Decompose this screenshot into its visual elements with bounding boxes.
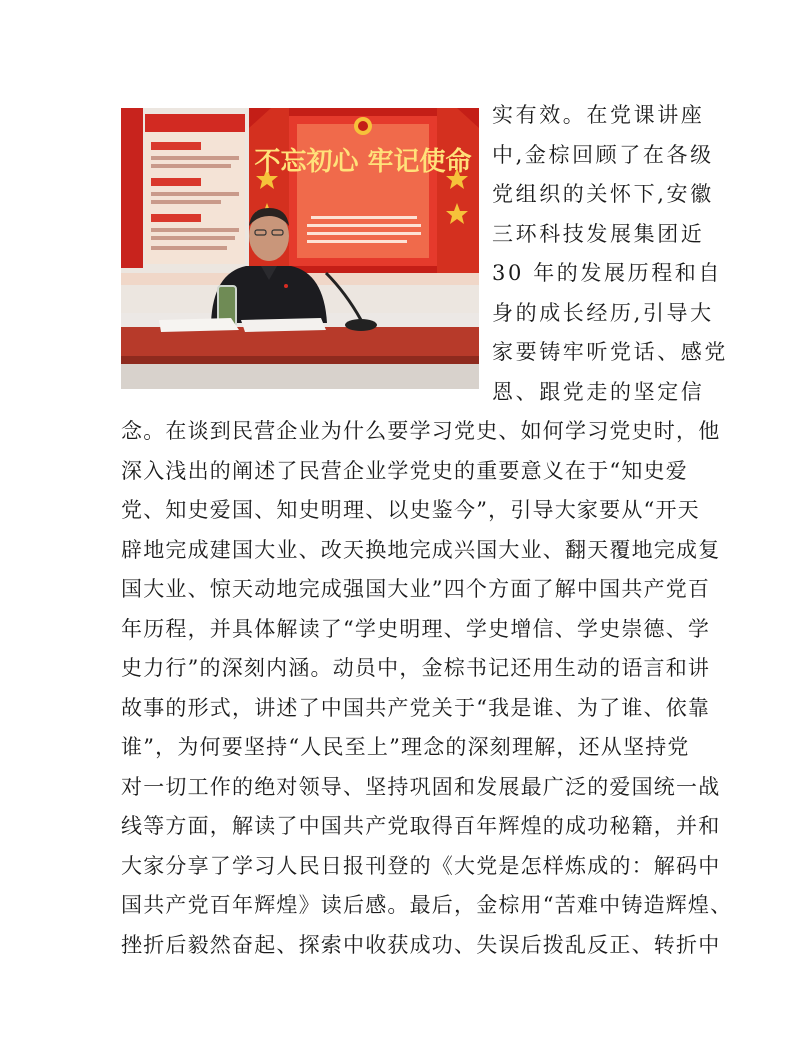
text-line: 年历程，并具体解读了“学史明理、学史增信、学史崇德、学 [121,617,711,641]
text-line: 辟地完成建国大业、改天换地完成兴国大业、翻天覆地完成复 [121,538,721,562]
text-line: 中,金棕回顾了在各级 [492,143,714,167]
lecture-photo [121,108,479,389]
text-line: 实有效。在党课讲座 [492,103,705,127]
banner-text: 不忘初心 牢记使命 [254,147,472,177]
text-line: 30 年的发展历程和自 [492,261,722,285]
text-line: 国共产党百年辉煌》读后感。最后，金棕用“苦难中铸造辉煌、 [121,893,733,917]
text-line: 大家分享了学习人民日报刊登的《大党是怎样炼成的：解码中 [121,854,721,878]
text-line: 深入浅出的阐述了民营企业学党史的重要意义在于“知史爱 [121,459,688,483]
text-line: 身的成长经历,引导大 [492,301,714,325]
text-line: 故事的形式，讲述了中国共产党关于“我是谁、为了谁、依靠 [121,696,711,720]
text-line: 对一切工作的绝对领导、坚持巩固和发展最广泛的爱国统一战 [121,775,721,799]
text-line: 挫折后毅然奋起、探索中收获成功、失误后拨乱反正、转折中 [121,933,721,957]
text-line: 党、知史爱国、知史明理、以史鉴今”，引导大家要从“开天 [121,498,700,522]
text-line: 国大业、惊天动地完成强国大业”四个方面了解中国共产党百 [121,577,711,601]
text-line: 家要铸牢听党话、感党 [492,340,728,364]
text-line: 念。在谈到民营企业为什么要学习党史、如何学习党史时，他 [121,419,721,443]
text-line: 谁”，为何要坚持“人民至上”理念的深刻理解，还从坚持党 [121,735,690,759]
party-emblem-icon [354,117,372,135]
text-line: 史力行”的深刻内涵。动员中，金棕书记还用生动的语言和讲 [121,656,711,680]
text-line: 恩、跟党走的坚定信 [492,380,705,404]
text-line: 党组织的关怀下,安徽 [492,182,714,206]
text-line: 三环科技发展集团近 [492,222,705,246]
text-line: 线等方面，解读了中国共产党取得百年辉煌的成功秘籍，并和 [121,814,721,838]
